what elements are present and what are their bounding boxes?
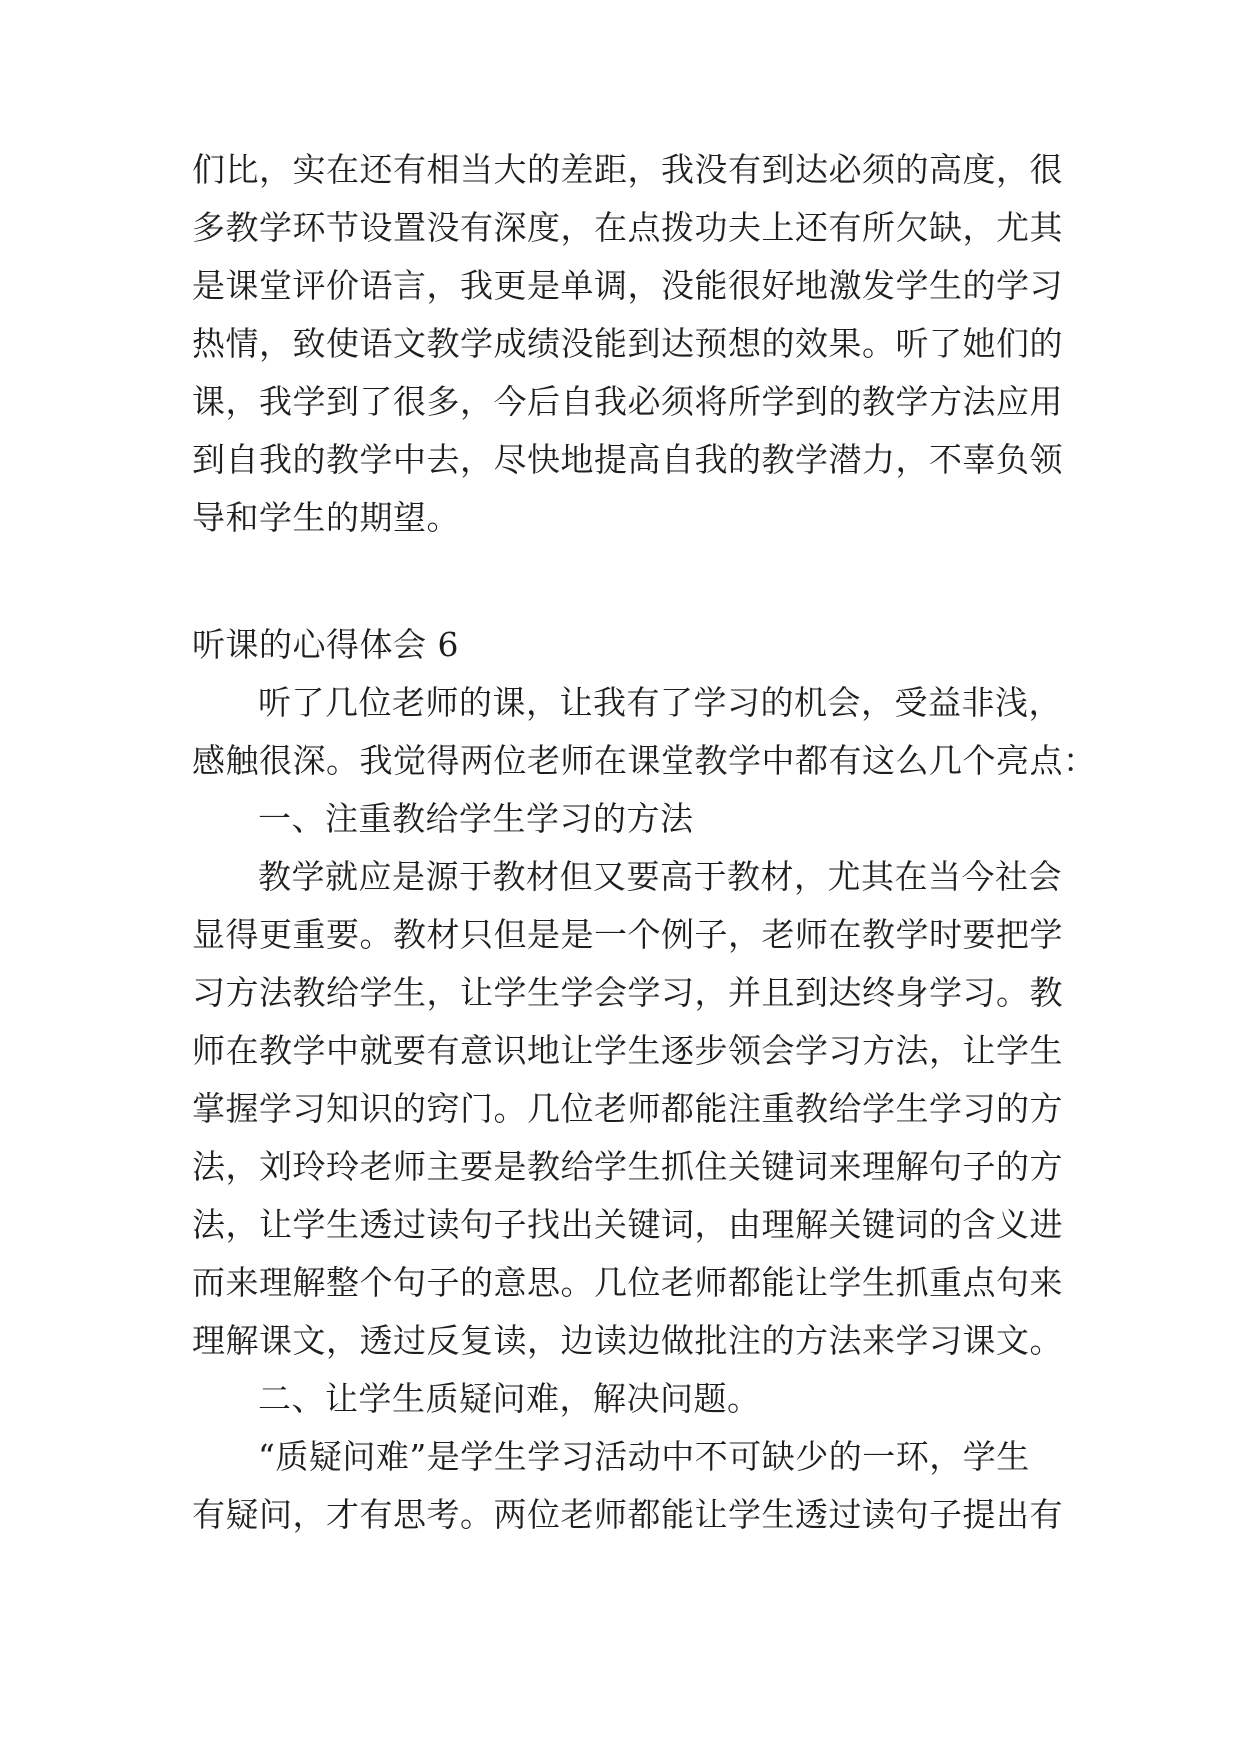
paragraph-line: 们比，实在还有相当大的差距，我没有到达必须的高度，很	[192, 150, 1063, 189]
paragraph-line: 多教学环节设置没有深度，在点拨功夫上还有所欠缺，尤其	[192, 208, 1063, 247]
paragraph-line: 法，让学生透过读句子找出关键词，由理解关键词的含义进	[192, 1205, 1063, 1244]
paragraph-line: 教学就应是源于教材但又要高于教材，尤其在当今社会	[258, 857, 1062, 896]
paragraph-line: 是课堂评价语言，我更是单调，没能很好地激发学生的学习	[192, 266, 1063, 305]
paragraph-line: 感触很深。我觉得两位老师在课堂教学中都有这么几个亮点：	[192, 741, 1097, 780]
paragraph-line: 法，刘玲玲老师主要是教给学生抓住关键词来理解句子的方	[192, 1147, 1063, 1186]
paragraph-line: 课，我学到了很多，今后自我必须将所学到的教学方法应用	[192, 382, 1063, 421]
section-heading: 听课的心得体会 6	[192, 625, 459, 664]
paragraph-line: 掌握学习知识的窍门。几位老师都能注重教给学生学习的方	[192, 1089, 1063, 1128]
paragraph-line: 到自我的教学中去，尽快地提高自我的教学潜力，不辜负领	[192, 440, 1063, 479]
paragraph-line: 师在教学中就要有意识地让学生逐步领会学习方法，让学生	[192, 1031, 1063, 1070]
paragraph-line: 听了几位老师的课，让我有了学习的机会，受益非浅，	[258, 683, 1062, 722]
paragraph-line: 导和学生的期望。	[192, 498, 460, 537]
paragraph-line: 习方法教给学生，让学生学会学习，并且到达终身学习。教	[192, 973, 1063, 1012]
paragraph-line: 有疑问，才有思考。两位老师都能让学生透过读句子提出有	[192, 1495, 1063, 1534]
point-heading: 二、让学生质疑问难，解决问题。	[258, 1379, 761, 1418]
paragraph-line: 显得更重要。教材只但是是一个例子，老师在教学时要把学	[192, 915, 1063, 954]
paragraph-line: 而来理解整个句子的意思。几位老师都能让学生抓重点句来	[192, 1263, 1063, 1302]
paragraph-line: 理解课文，透过反复读，边读边做批注的方法来学习课文。	[192, 1321, 1063, 1360]
paragraph-line: “质疑问难”是学生学习活动中不可缺少的一环，学生	[258, 1437, 1030, 1476]
paragraph-line: 热情，致使语文教学成绩没能到达预想的效果。听了她们的	[192, 324, 1063, 363]
point-heading: 一、注重教给学生学习的方法	[258, 799, 694, 838]
